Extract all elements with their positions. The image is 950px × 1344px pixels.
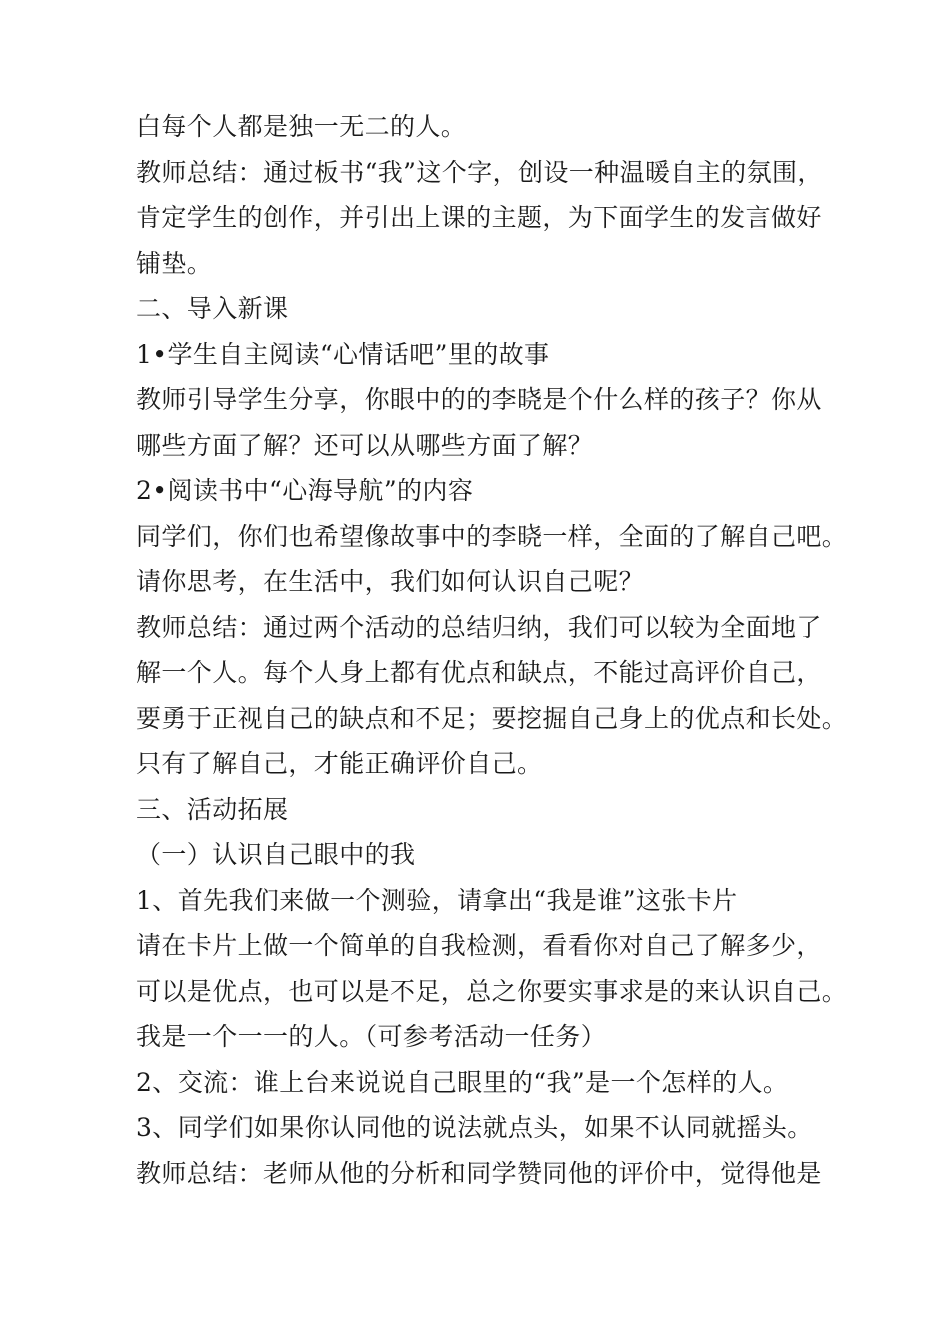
text-line: 教师总结：老师从他的分析和同学赞同他的评价中，觉得他是: [136, 1158, 822, 1188]
text-line: 要勇于正视自己的缺点和不足；要挖掘自己身上的优点和长处。: [136, 703, 848, 733]
text-line: 白每个人都是独一无二的人。: [136, 112, 467, 141]
text-line: 铺垫。: [136, 248, 213, 278]
text-line: 3、同学们如果你认同他的说法就点头，如果不认同就摇头。: [136, 1113, 813, 1142]
text-line: 2•阅读书中“心海导航”的内容: [136, 476, 474, 505]
section-heading: 三、活动拓展: [136, 794, 289, 824]
text-line: 哪些方面了解？还可以从哪些方面了解？: [136, 430, 594, 460]
section-heading: 二、导入新课: [136, 294, 289, 323]
text-line: 1•学生自主阅读“心情话吧”里的故事: [136, 339, 550, 369]
text-line: 1、首先我们来做一个测验，请拿出“我是谁”这张卡片: [136, 885, 738, 915]
text-line: 同学们，你们也希望像故事中的李晓一样，全面的了解自己吧。: [136, 521, 848, 551]
text-line: 请在卡片上做一个简单的自我检测，看看你对自己了解多少，: [136, 931, 822, 960]
text-line: 解一个人。每个人身上都有优点和缺点，不能过高评价自己，: [136, 658, 822, 687]
text-line: 肯定学生的创作，并引出上课的主题，为下面学生的发言做好: [136, 203, 822, 232]
text-line: 我是一个一一的人。（可参考活动一任务）: [136, 1022, 607, 1051]
text-line: 请你思考，在生活中，我们如何认识自己呢？: [136, 567, 645, 596]
text-line: 教师总结：通过两个活动的总结归纳，我们可以较为全面地了: [136, 612, 822, 642]
document-body: [136, 104, 856, 1196]
text-line: 教师总结：通过板书“我”这个字，创设一种温暖自主的氛围，: [136, 157, 823, 187]
text-line: 教师引导学生分享，你眼中的的李晓是个什么样的孩子？你从: [136, 385, 822, 414]
text-line: 2、交流：谁上台来说说自己眼里的“我”是一个怎样的人。: [136, 1067, 789, 1097]
text-line: 可以是优点，也可以是不足，总之你要实事求是的来认识自己。: [136, 976, 848, 1006]
text-line: 只有了解自己，才能正确评价自己。: [136, 749, 543, 778]
subsection-heading: （一）认识自己眼中的我: [136, 840, 416, 869]
